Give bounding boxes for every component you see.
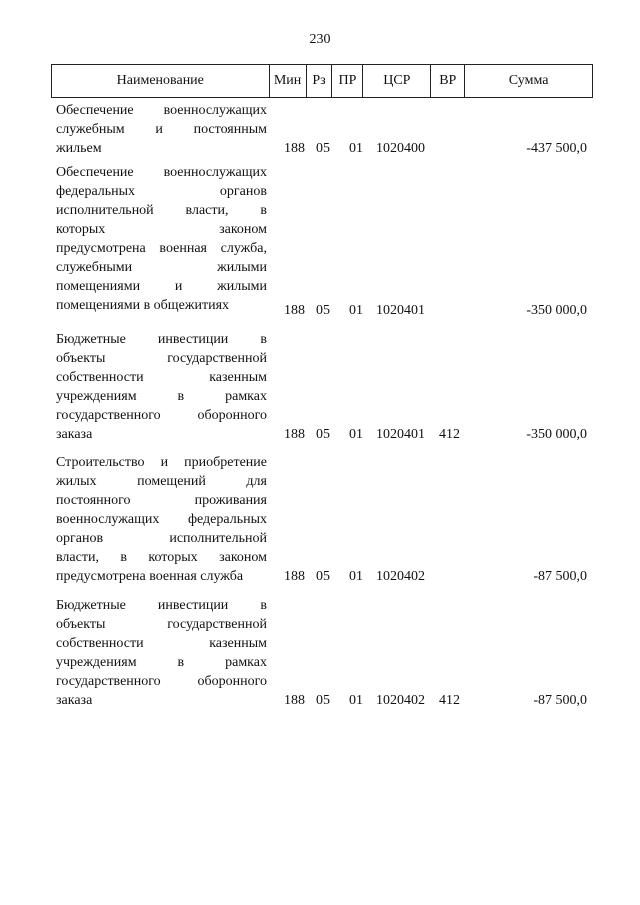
row-min: 188 bbox=[284, 693, 305, 708]
row-name-line: заказа bbox=[56, 693, 93, 708]
row-name-line: жильем bbox=[56, 141, 102, 156]
row-name bbox=[56, 596, 267, 710]
row-name bbox=[56, 453, 267, 586]
row-name-line: Бюджетные инвестиции в bbox=[56, 598, 267, 613]
row-pr: 01 bbox=[349, 141, 363, 156]
row-name-line: заказа bbox=[56, 427, 93, 442]
row-csr: 1020402 bbox=[376, 569, 425, 584]
row-name-line: Обеспечение военнослужащих bbox=[56, 103, 267, 118]
header-csr: ЦСР bbox=[363, 65, 431, 97]
table-row bbox=[51, 101, 593, 158]
row-name bbox=[56, 163, 267, 315]
row-name-line: предусмотрена военная служба bbox=[56, 569, 244, 584]
row-sum: -350 000,0 bbox=[526, 427, 587, 442]
row-name bbox=[56, 101, 267, 158]
row-vr: 412 bbox=[439, 693, 460, 708]
row-name-line: федеральных органов bbox=[56, 184, 267, 199]
row-name-line: собственности казенным bbox=[56, 370, 267, 385]
table-row bbox=[51, 330, 593, 444]
row-name-line: Бюджетные инвестиции в bbox=[56, 332, 267, 347]
row-csr: 1020401 bbox=[376, 427, 425, 442]
table-row bbox=[51, 453, 593, 586]
row-csr: 1020400 bbox=[376, 141, 425, 156]
row-sum: -350 000,0 bbox=[526, 303, 587, 318]
row-name-line: государственного оборонного bbox=[56, 408, 267, 423]
row-name-line: объекты государственной bbox=[56, 617, 267, 632]
row-name-line: которых законом bbox=[56, 222, 267, 237]
row-rz: 05 bbox=[316, 569, 330, 584]
table-row bbox=[51, 163, 593, 318]
row-name-line: военнослужащих федеральных bbox=[56, 512, 267, 527]
header-min: Мин bbox=[270, 65, 307, 97]
row-name-line: постоянного проживания bbox=[56, 493, 267, 508]
row-pr: 01 bbox=[349, 569, 363, 584]
row-name-line: служебными жилыми bbox=[56, 260, 267, 275]
header-name: Наименование bbox=[52, 65, 270, 97]
header-rz: Рз bbox=[307, 65, 333, 97]
row-min: 188 bbox=[284, 427, 305, 442]
row-pr: 01 bbox=[349, 303, 363, 318]
row-name-line: предусмотрена военная служба, bbox=[56, 241, 267, 256]
row-rz: 05 bbox=[316, 141, 330, 156]
page-number: 230 bbox=[309, 32, 331, 47]
row-min: 188 bbox=[284, 569, 305, 584]
header-pr: ПР bbox=[332, 65, 363, 97]
row-rz: 05 bbox=[316, 427, 330, 442]
row-name-line: учреждениям в рамках bbox=[56, 655, 267, 670]
row-sum: -87 500,0 bbox=[533, 693, 587, 708]
header-vr: ВР bbox=[431, 65, 465, 97]
row-name-line: Строительство и приобретение bbox=[56, 455, 267, 470]
row-vr: 412 bbox=[439, 427, 460, 442]
row-pr: 01 bbox=[349, 693, 363, 708]
row-min: 188 bbox=[284, 141, 305, 156]
table-row bbox=[51, 596, 593, 710]
row-name-line: служебным и постоянным bbox=[56, 122, 267, 137]
row-name-line: государственного оборонного bbox=[56, 674, 267, 689]
row-name-line: помещениями и жилыми bbox=[56, 279, 267, 294]
row-rz: 05 bbox=[316, 693, 330, 708]
row-rz: 05 bbox=[316, 303, 330, 318]
header-sum: Сумма bbox=[465, 65, 593, 97]
row-min: 188 bbox=[284, 303, 305, 318]
row-name-line: учреждениям в рамках bbox=[56, 389, 267, 404]
row-sum: -437 500,0 bbox=[526, 141, 587, 156]
row-name-line: объекты государственной bbox=[56, 351, 267, 366]
row-name-line: исполнительной власти, в bbox=[56, 203, 267, 218]
row-name-line: власти, в которых законом bbox=[56, 550, 267, 565]
table-header bbox=[51, 64, 593, 98]
row-csr: 1020401 bbox=[376, 303, 425, 318]
row-sum: -87 500,0 bbox=[533, 569, 587, 584]
row-name-line: помещениями в общежитиях bbox=[56, 298, 230, 313]
row-name-line: Обеспечение военнослужащих bbox=[56, 165, 267, 180]
row-name-line: собственности казенным bbox=[56, 636, 267, 651]
row-pr: 01 bbox=[349, 427, 363, 442]
row-name-line: органов исполнительной bbox=[56, 531, 267, 546]
row-name-line: жилых помещений для bbox=[56, 474, 267, 489]
row-csr: 1020402 bbox=[376, 693, 425, 708]
row-name bbox=[56, 330, 267, 444]
